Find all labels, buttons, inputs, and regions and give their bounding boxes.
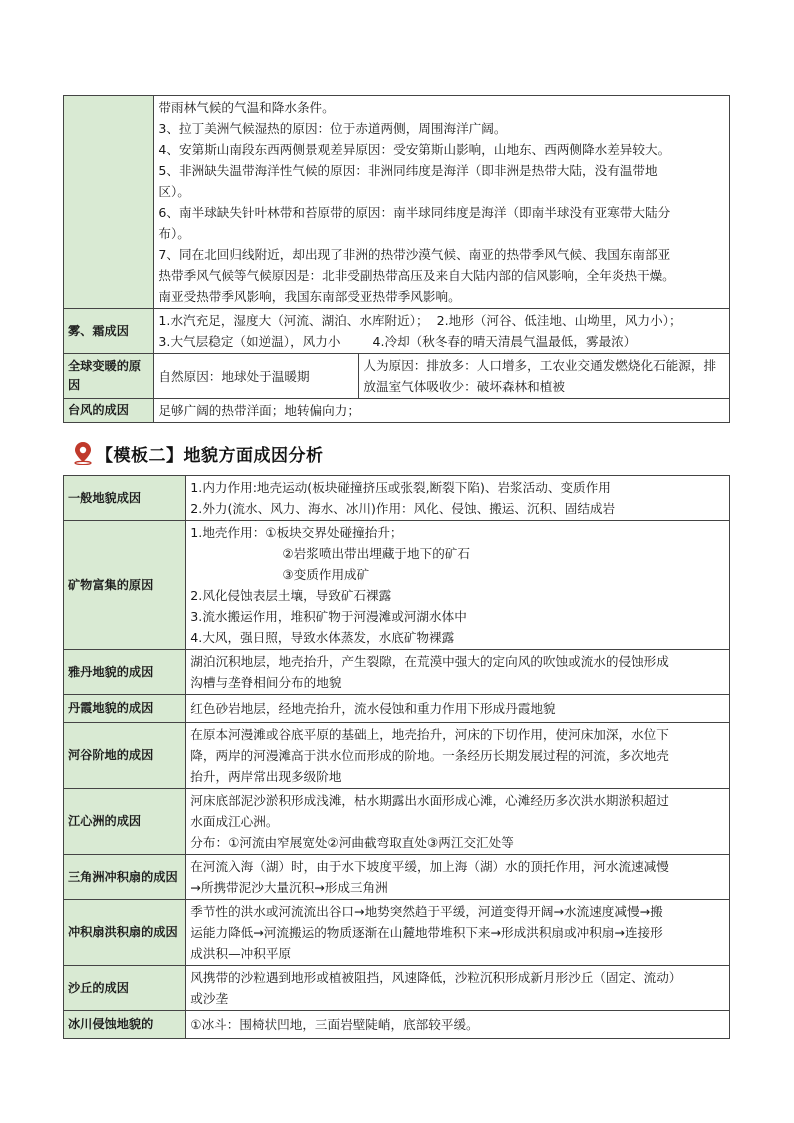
text-line: 风携带的沙粒遇到地形或植被阻挡，风速降低，沙粒沉积形成新月形沙丘（固定、流动）	[190, 970, 682, 985]
row-label-typhoon: 台风的成因	[64, 399, 154, 423]
fog-causes-cell	[154, 309, 730, 354]
row-label: 沙丘的成因	[64, 966, 186, 1011]
row-label: 三角洲冲积扇的成因	[64, 855, 186, 900]
table-row	[64, 354, 730, 399]
text-line: 湖泊沉积地层，地壳抬升，产生裂隙，在荒漠中强大的定向风的吹蚀或流水的侵蚀形成	[190, 654, 669, 669]
table-row	[64, 966, 730, 1011]
text-line: 2.风化侵蚀表层土壤，导致矿石裸露	[190, 588, 392, 603]
table-row	[64, 789, 730, 855]
human-cause: 人为原因：排放多：人口增多，工农业交通发燃烧化石能源，排放温室气体吸收少：破坏森林和植被	[363, 358, 717, 394]
text-line: 4.大风，强日照，导致水体蒸发，水底矿物裸露	[190, 630, 455, 645]
table-row	[64, 855, 730, 900]
table-row	[64, 723, 730, 789]
text-line: 分布：①河流由窄展宽处②河曲截弯取直处③两江交汇处等	[190, 835, 514, 850]
text-line: 5、非洲缺失温带海洋性气候的原因：非洲同纬度是海洋（即非洲是热带大陆，没有温带地	[158, 163, 658, 178]
text-line: 3、拉丁美洲气候湿热的原因：位于赤道两侧，周围海洋广阔。	[158, 121, 507, 136]
climate-causes-table	[63, 95, 730, 423]
text-line: ①冰斗：围椅状凹地，三面岩壁陡峭，底部较平缓。	[190, 1017, 479, 1032]
section-title: 【模板二】地貌方面成因分析	[96, 445, 324, 466]
row-content	[186, 1011, 730, 1039]
text-line: 4、安第斯山南段东西两侧景观差异原因：受安第斯山影响，山地东、西两侧降水差异较大。	[158, 142, 671, 157]
table-row	[64, 1011, 730, 1039]
text-line: 南亚受热带季风影响，我国东南部受亚热带季风影响。	[158, 289, 461, 304]
text-line: 在原本河漫滩或谷底平原的基础上，地壳抬升，河床的下切作用，使河床加深，水位下	[190, 727, 669, 742]
landform-causes-table	[63, 475, 730, 1039]
table-row	[64, 521, 730, 650]
typhoon-cause-cell: 足够广阔的热带洋面；地转偏向力；	[154, 399, 730, 423]
text-line: 或沙垄	[190, 991, 229, 1006]
text-line: 区）。	[158, 184, 190, 199]
row-label: 丹霞地貌的成因	[64, 695, 186, 723]
text-line: 6、南半球缺失针叶林带和苔原带的原因：南半球同纬度是海洋（即南半球没有亚寒带大陆分	[158, 205, 671, 220]
table-row	[64, 650, 730, 695]
text-line: 布）。	[158, 226, 190, 241]
text-line: 带雨林气候的气温和降水条件。	[158, 100, 335, 115]
row-label: 雅丹地貌的成因	[64, 650, 186, 695]
table-row	[64, 695, 730, 723]
row-label: 矿物富集的原因	[64, 521, 186, 650]
text-line: 运能力降低→河流搬运的物质逐渐在山麓地带堆积下来→形成洪积扇或冲积扇→连接形	[190, 925, 663, 940]
row-label: 江心洲的成因	[64, 789, 186, 855]
text-line: 热带季风气候等气候原因是：北非受副热带高压及来自大陆内部的信风影响，全年炎热干燥。	[158, 268, 675, 283]
section-heading	[72, 440, 324, 466]
natural-cause: 自然原因：地球处于温暖期	[154, 354, 359, 398]
landform-table-body	[64, 476, 730, 1039]
text-line: 1.水汽充足，湿度大（河流、湖泊、水库附近）； 2.地形（河谷、低洼地、山坳里，风力小）；	[158, 313, 682, 328]
text-line: 3.流水搬运作用，堆积矿物于河漫滩或河湖水体中	[190, 609, 467, 624]
location-pin-icon	[72, 441, 94, 465]
row-content	[186, 723, 730, 789]
row-label: 冰川侵蚀地貌的	[64, 1011, 186, 1039]
text-line: ③变质作用成矿	[190, 567, 370, 582]
text-line: 在河流入海（湖）时，由于水下坡度平缓，加上海（湖）水的顶托作用，河水流速减慢	[190, 859, 669, 874]
row-label: 一般地貌成因	[64, 476, 186, 521]
table-row	[64, 399, 730, 423]
row-label: 河谷阶地的成因	[64, 723, 186, 789]
climate-causes-cell	[154, 96, 730, 309]
row-label-warming: 全球变暖的原因	[64, 354, 154, 399]
text-line: 1.内力作用:地壳运动(板块碰撞挤压或张裂,断裂下陷)、岩浆活动、变质作用	[190, 480, 611, 495]
table-row	[64, 96, 730, 309]
text-line: →所携带泥沙大量沉积→形成三角洲	[190, 880, 388, 895]
text-line: 降，两岸的河漫滩高于洪水位而形成的阶地。一条经历长期发展过程的河流，多次地壳	[190, 748, 669, 763]
table-row	[64, 309, 730, 354]
text-line: 1.地壳作用：①板块交界处碰撞抬升；	[190, 525, 403, 540]
warming-causes-cell	[154, 354, 730, 399]
text-line: 红色砂岩地层，经地壳抬升，流水侵蚀和重力作用下形成丹霞地貌	[190, 701, 556, 716]
row-content	[186, 521, 730, 650]
text-line: 抬升，两岸常出现多级阶地	[190, 769, 342, 784]
row-content	[186, 966, 730, 1011]
text-line: 沟槽与垄脊相间分布的地貌	[190, 675, 342, 690]
row-content	[186, 789, 730, 855]
row-label: 冲积扇洪积扇的成因	[64, 900, 186, 966]
table-row	[64, 900, 730, 966]
row-content	[186, 650, 730, 695]
text-line: 2.外力(流水、风力、海水、冰川)作用：风化、侵蚀、搬运、沉积、固结成岩	[190, 501, 616, 516]
row-content	[186, 900, 730, 966]
row-content	[186, 695, 730, 723]
text-line: 季节性的洪水或河流流出谷口→地势突然趋于平缓，河道变得开阔→水流速度减慢→搬	[190, 904, 663, 919]
row-content	[186, 855, 730, 900]
text-line: 7、同在北回归线附近，却出现了非洲的热带沙漠气候、南亚的热带季风气候、我国东南部亚	[158, 247, 671, 262]
row-label-empty	[64, 96, 154, 309]
text-line: 河床底部泥沙淤积形成浅滩，枯水期露出水面形成心滩，心滩经历多次洪水期淤积超过	[190, 793, 669, 808]
text-line: 3.大气层稳定（如逆温），风力小 4.冷却（秋冬春的晴天清晨气温最低，雾最浓）	[158, 334, 637, 349]
text-line: 成洪积—冲积平原	[190, 946, 292, 961]
row-content	[186, 476, 730, 521]
row-label-fog: 雾、霜成因	[64, 309, 154, 354]
table-row	[64, 476, 730, 521]
text-line: 水面成江心洲。	[190, 814, 279, 829]
text-line: ②岩浆喷出带出埋藏于地下的矿石	[190, 546, 470, 561]
